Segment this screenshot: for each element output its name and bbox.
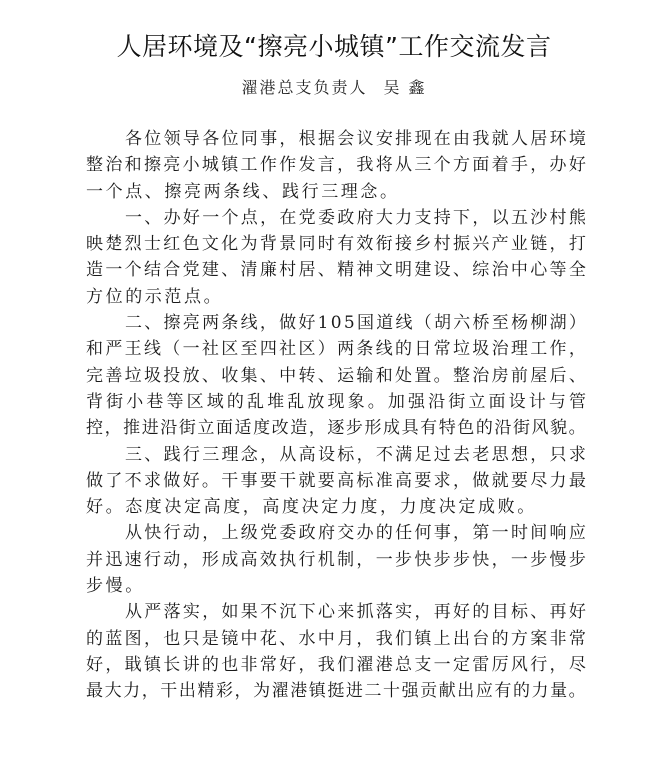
text-line: 好 ， 戢 镇 长 讲 的 也 非 常 好 ， 我 们 濯 港 总 支 一 定 雷 厉 风 行 ， 尽 bbox=[86, 654, 586, 675]
text-line: 和 严 王 线 （ 一 社 区 至 四 社 区 ） 两 条 线 的 日 常 垃 圾 治 理 工 作 ， bbox=[86, 339, 586, 360]
paragraph-point-1 bbox=[86, 205, 586, 310]
paragraph-strict-implementation bbox=[86, 599, 586, 704]
paragraph-point-3 bbox=[86, 442, 586, 521]
text-line: 的 蓝 图 ， 也 只 是 镜 中 花 、 水 中 月 ， 我 们 镇 上 出 台 的 方 案 非 常 bbox=[86, 628, 586, 649]
text-line: 好。态度决定高度，高度决定力度，力度决定成败。 bbox=[86, 497, 537, 518]
paragraph-intro bbox=[86, 126, 586, 205]
text-line: 二 、 擦 亮 两 条 线 ， 做 好 1 0 5 国 道 线 （ 胡 六 桥 至 杨 柳 湖 ） bbox=[125, 313, 586, 334]
paragraph-point-2 bbox=[86, 310, 586, 441]
text-line: 一个点、擦亮两条线、践行三理念。 bbox=[86, 181, 400, 202]
text-line: 并 迅 速 行 动 ， 形 成 高 效 执 行 机 制 ， 一 步 快 步 步 快 ， 一 步 慢 步 bbox=[86, 549, 586, 570]
text-line: 造 一 个 结 合 党 建 、 清 廉 村 居 、 精 神 文 明 建 设 、 综 治 中 心 等 全 bbox=[86, 260, 586, 281]
text-line: 从 严 落 实 ， 如 果 不 沉 下 心 来 抓 落 实 ， 再 好 的 目 标 、 再 好 bbox=[125, 602, 586, 623]
document-byline bbox=[0, 77, 668, 99]
text-line: 完 善 垃 圾 投 放 、 收 集 、 中 转 、 运 输 和 处 置 。 整 治 房 前 屋 后 、 bbox=[86, 365, 586, 386]
author-name: 吴 鑫 bbox=[383, 78, 427, 97]
text-line: 步慢。 bbox=[86, 576, 145, 597]
text-line: 各 位 领 导 各 位 同 事 ， 根 据 会 议 安 排 现 在 由 我 就 人 居 环 境 bbox=[125, 129, 586, 149]
text-line: 从 快 行 动 ， 上 级 党 委 政 府 交 办 的 任 何 事 ， 第 一 时 间 响 应 bbox=[125, 523, 586, 544]
document-body bbox=[86, 126, 586, 705]
text-line: 最 大 力 ， 干 出 精 彩 ， 为 濯 港 镇 挺 进 二 十 强 贡 献 出 应 有 的 力 量 。 bbox=[86, 681, 586, 702]
text-line: 方位的示范点。 bbox=[86, 286, 224, 307]
text-line: 做 了 不 求 做 好 。 干 事 要 干 就 要 高 标 准 高 要 求 ， 做 就 要 尽 力 最 bbox=[86, 470, 586, 491]
paragraph-fast-action bbox=[86, 520, 586, 599]
author-role: 濯港总支负责人 bbox=[241, 78, 368, 97]
text-line: 控 ， 推 进 沿 街 立 面 适 度 改 造 ， 逐 步 形 成 具 有 特 色 的 沿 街 风 貌 。 bbox=[86, 418, 586, 439]
text-line: 背 街 小 巷 等 区 域 的 乱 堆 乱 放 现 象 。 加 强 沿 街 立 面 设 计 与 管 bbox=[86, 391, 586, 412]
text-line: 整 治 和 擦 亮 小 城 镇 工 作 作 发 言 ， 我 将 从 三 个 方 面 着 手 ， 办 好 bbox=[86, 155, 586, 176]
text-line: 三 、 践 行 三 理 念 ， 从 高 设 标 ， 不 满 足 过 去 老 思 想 ， 只 求 bbox=[125, 444, 586, 465]
text-line: 一 、 办 好 一 个 点 ， 在 党 委 政 府 大 力 支 持 下 ， 以 五 沙 村 熊 bbox=[125, 207, 586, 228]
text-line: 映 楚 烈 士 红 色 文 化 为 背 景 同 时 有 效 衔 接 乡 村 振 兴 产 业 链 ， 打 bbox=[86, 234, 586, 255]
document-title: 人居环境及“擦亮小城镇”工作交流发言 bbox=[116, 32, 552, 61]
